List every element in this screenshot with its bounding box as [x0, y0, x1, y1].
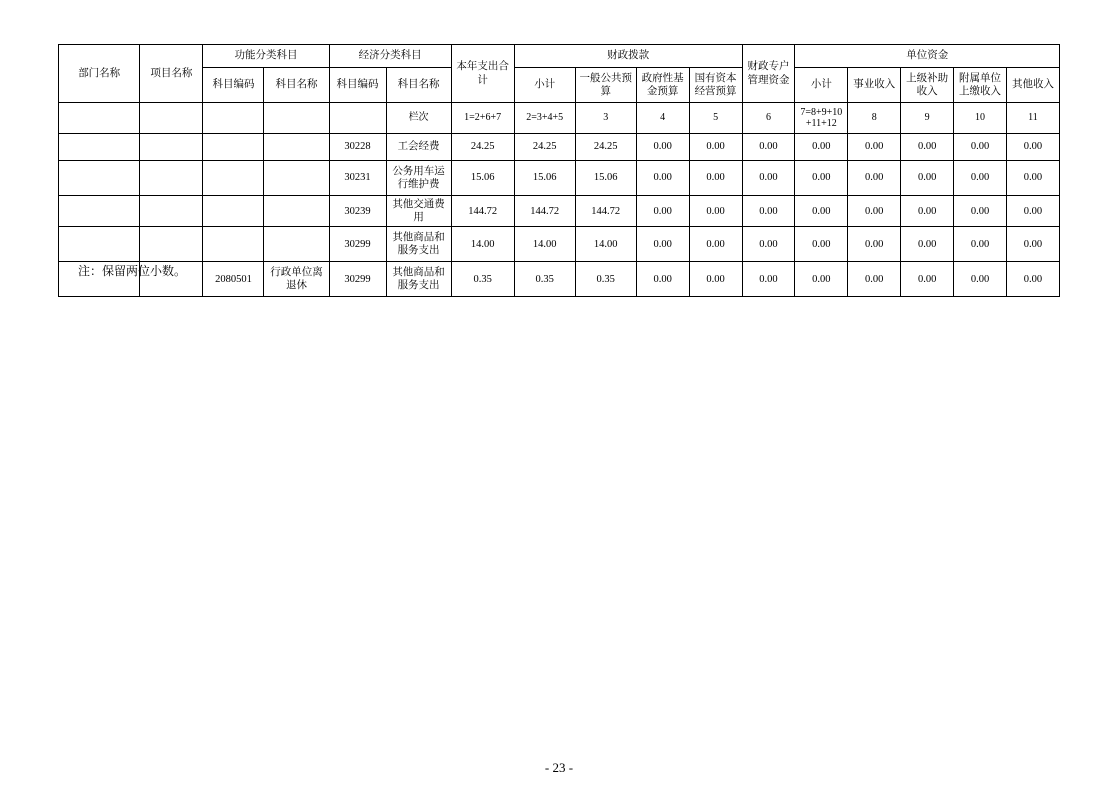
- cell-fa-gov-fund: 0.00: [636, 227, 689, 262]
- cell-uf-other: 0.00: [1006, 161, 1059, 196]
- colnum-dept-name: [59, 103, 140, 134]
- cell-uf-superior-subsidy: 0.00: [901, 161, 954, 196]
- cell-uf-business: 0.00: [848, 196, 901, 227]
- header-dept-name: 部门名称: [59, 45, 140, 103]
- cell-func-code: [203, 134, 264, 161]
- cell-uf-subtotal: 0.00: [795, 161, 848, 196]
- cell-total-year: 15.06: [451, 161, 514, 196]
- cell-dept-name: [59, 161, 140, 196]
- cell-total-year: 0.35: [451, 262, 514, 297]
- cell-fa-subtotal: 144.72: [514, 196, 575, 227]
- table-note: 注：保留两位小数。: [78, 264, 187, 278]
- cell-total-year: 14.00: [451, 227, 514, 262]
- header-uf-superior-subsidy: 上级补助收入: [901, 68, 954, 103]
- cell-project-name: [140, 161, 203, 196]
- cell-fa-soe-capital: 0.00: [689, 227, 742, 262]
- page-number: - 23 -: [544, 760, 574, 775]
- cell-uf-other: 0.00: [1006, 227, 1059, 262]
- cell-econ-code: 30239: [329, 196, 386, 227]
- colnum-uf-subtotal: 7=8+9+10+11+12: [795, 103, 848, 134]
- cell-func-code: [203, 196, 264, 227]
- cell-dept-name: [59, 227, 140, 262]
- cell-uf-superior-subsidy: 0.00: [901, 196, 954, 227]
- cell-func-name: 行政单位离退休: [264, 262, 329, 297]
- cell-total-year: 24.25: [451, 134, 514, 161]
- cell-uf-superior-subsidy: 0.00: [901, 134, 954, 161]
- cell-fa-general: 14.00: [575, 227, 636, 262]
- cell-func-name: [264, 161, 329, 196]
- cell-fa-soe-capital: 0.00: [689, 161, 742, 196]
- cell-fa-general: 15.06: [575, 161, 636, 196]
- table-header-column-row: [59, 68, 1060, 103]
- cell-func-code: 2080501: [203, 262, 264, 297]
- colnum-fa-gov-fund: 4: [636, 103, 689, 134]
- cell-econ-code: 30231: [329, 161, 386, 196]
- cell-dept-name: [59, 134, 140, 161]
- header-group-unit-funds: 单位资金: [795, 45, 1060, 68]
- cell-fa-gov-fund: 0.00: [636, 196, 689, 227]
- cell-func-name: [264, 227, 329, 262]
- cell-fa-gov-fund: 0.00: [636, 262, 689, 297]
- cell-uf-business: 0.00: [848, 161, 901, 196]
- cell-project-name: [140, 134, 203, 161]
- cell-uf-subordinate-remit: 0.00: [954, 262, 1007, 297]
- colnum-func-code: [203, 103, 264, 134]
- cell-func-code: [203, 227, 264, 262]
- cell-uf-subordinate-remit: 0.00: [954, 134, 1007, 161]
- colnum-project-name: [140, 103, 203, 134]
- colnum-func-name: [264, 103, 329, 134]
- colnum-uf-subordinate-remit: 10: [954, 103, 1007, 134]
- cell-uf-subordinate-remit: 0.00: [954, 227, 1007, 262]
- header-econ-code: 科目编码: [329, 68, 386, 103]
- cell-econ-code: 30228: [329, 134, 386, 161]
- cell-uf-subtotal: 0.00: [795, 134, 848, 161]
- cell-func-name: [264, 134, 329, 161]
- cell-econ-code: 30299: [329, 227, 386, 262]
- cell-uf-subordinate-remit: 0.00: [954, 161, 1007, 196]
- colnum-fiscal-special-account: 6: [742, 103, 795, 134]
- table-column-number-row: [59, 103, 1060, 134]
- table-row: [59, 161, 1060, 196]
- cell-project-name: [140, 227, 203, 262]
- cell-fa-subtotal: 15.06: [514, 161, 575, 196]
- cell-econ-name: 其他商品和服务支出: [386, 262, 451, 297]
- cell-uf-subordinate-remit: 0.00: [954, 196, 1007, 227]
- cell-uf-subtotal: 0.00: [795, 227, 848, 262]
- cell-uf-business: 0.00: [848, 262, 901, 297]
- cell-econ-name: 其他商品和服务支出: [386, 227, 451, 262]
- budget-table-container: [58, 44, 1060, 297]
- cell-fiscal-special-account: 0.00: [742, 134, 795, 161]
- cell-fa-general: 144.72: [575, 196, 636, 227]
- header-func-name: 科目名称: [264, 68, 329, 103]
- colnum-fa-subtotal: 2=3+4+5: [514, 103, 575, 134]
- cell-fa-general: 0.35: [575, 262, 636, 297]
- budget-table: [58, 44, 1060, 297]
- cell-econ-code: 30299: [329, 262, 386, 297]
- colnum-uf-superior-subsidy: 9: [901, 103, 954, 134]
- table-row: [59, 196, 1060, 227]
- colnum-fa-general: 3: [575, 103, 636, 134]
- cell-fiscal-special-account: 0.00: [742, 161, 795, 196]
- cell-func-code: [203, 161, 264, 196]
- cell-func-name: [264, 196, 329, 227]
- cell-total-year: 144.72: [451, 196, 514, 227]
- cell-uf-superior-subsidy: 0.00: [901, 227, 954, 262]
- header-project-name: 项目名称: [140, 45, 203, 103]
- cell-project-name: [140, 196, 203, 227]
- cell-dept-name: [59, 196, 140, 227]
- cell-fa-subtotal: 0.35: [514, 262, 575, 297]
- header-fiscal-special-account: 财政专户管理资金: [742, 45, 795, 103]
- cell-fa-subtotal: 24.25: [514, 134, 575, 161]
- cell-fa-soe-capital: 0.00: [689, 196, 742, 227]
- cell-uf-superior-subsidy: 0.00: [901, 262, 954, 297]
- header-total-year: 本年支出合计: [451, 45, 514, 103]
- cell-fiscal-special-account: 0.00: [742, 262, 795, 297]
- colnum-econ-code: [329, 103, 386, 134]
- cell-fiscal-special-account: 0.00: [742, 196, 795, 227]
- colnum-uf-business: 8: [848, 103, 901, 134]
- cell-fa-general: 24.25: [575, 134, 636, 161]
- cell-uf-subtotal: 0.00: [795, 196, 848, 227]
- header-uf-other: 其他收入: [1006, 68, 1059, 103]
- cell-fiscal-special-account: 0.00: [742, 227, 795, 262]
- header-func-code: 科目编码: [203, 68, 264, 103]
- cell-uf-other: 0.00: [1006, 134, 1059, 161]
- header-fa-soe-capital: 国有资本经营预算: [689, 68, 742, 103]
- header-fa-subtotal: 小计: [514, 68, 575, 103]
- cell-econ-name: 公务用车运行维护费: [386, 161, 451, 196]
- cell-fa-soe-capital: 0.00: [689, 262, 742, 297]
- header-uf-business: 事业收入: [848, 68, 901, 103]
- colnum-total-year: 1=2+6+7: [451, 103, 514, 134]
- colnum-row-label: 栏次: [386, 103, 451, 134]
- colnum-fa-soe-capital: 5: [689, 103, 742, 134]
- cell-uf-subtotal: 0.00: [795, 262, 848, 297]
- header-uf-subtotal: 小计: [795, 68, 848, 103]
- cell-econ-name: 工会经费: [386, 134, 451, 161]
- header-group-function-category: 功能分类科目: [203, 45, 329, 68]
- cell-uf-business: 0.00: [848, 134, 901, 161]
- header-fa-general: 一般公共预算: [575, 68, 636, 103]
- header-group-fiscal-appropriation: 财政拨款: [514, 45, 742, 68]
- cell-econ-name: 其他交通费用: [386, 196, 451, 227]
- cell-fa-subtotal: 14.00: [514, 227, 575, 262]
- colnum-uf-other: 11: [1006, 103, 1059, 134]
- table-row: [59, 227, 1060, 262]
- header-uf-subordinate-remit: 附属单位上缴收入: [954, 68, 1007, 103]
- table-header-group-row: [59, 45, 1060, 68]
- header-econ-name: 科目名称: [386, 68, 451, 103]
- cell-fa-gov-fund: 0.00: [636, 134, 689, 161]
- header-fa-gov-fund: 政府性基金预算: [636, 68, 689, 103]
- cell-uf-other: 0.00: [1006, 262, 1059, 297]
- cell-fa-soe-capital: 0.00: [689, 134, 742, 161]
- table-row: [59, 262, 1060, 297]
- header-group-economic-category: 经济分类科目: [329, 45, 451, 68]
- cell-uf-other: 0.00: [1006, 196, 1059, 227]
- cell-uf-business: 0.00: [848, 227, 901, 262]
- table-row: [59, 134, 1060, 161]
- cell-fa-gov-fund: 0.00: [636, 161, 689, 196]
